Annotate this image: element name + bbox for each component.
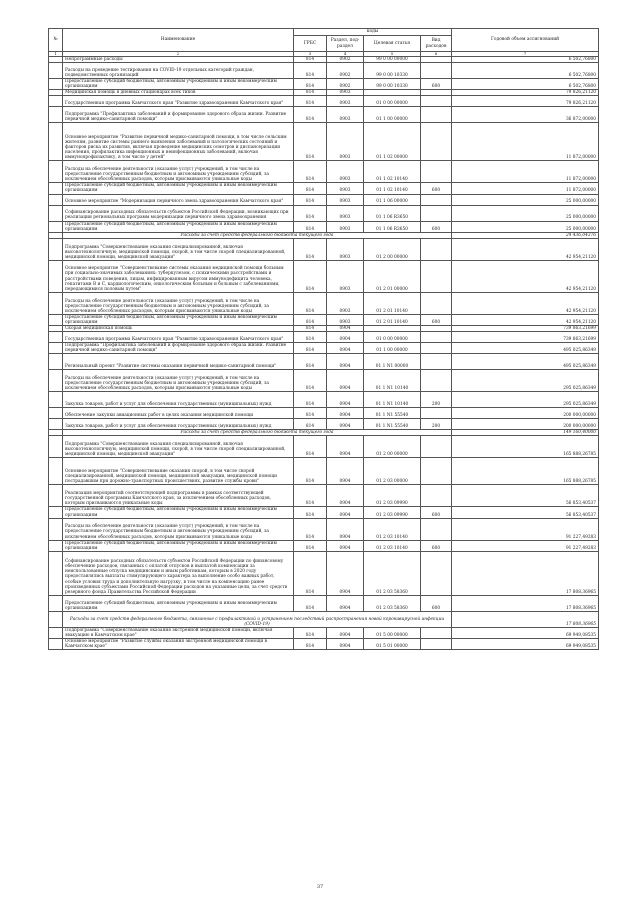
razdel-cell: 0904 [327,408,364,419]
name-cell: Софинансирование расходных обязательств субъектов Российской Федерации по финансовому обеспечению расходов, связанных с оплатой отпусков и выплатой компенсации за неиспользованные отпуска медицинским и иным работникам, которым в 2020 году предоставлялись выплаты стимулирующего характера за выполнение особо важных работ, особые условия труда и дополнительную нагрузку, в том числе на компенсацию ранее произведенных субъектами Российской Федерации расходов на указанные цели, за счет средств резервного фонда Правительства Российской Федерации [63,551,294,595]
grbs-cell: 814 [294,90,327,96]
grbs-cell: 814 [294,183,327,194]
razdel-cell: 0902 [327,63,364,79]
razdel-cell: 0902 [327,57,364,63]
vr-cell [421,343,452,354]
name-cell: Софинансирование расходных обязательств субъектов Российской Федерации, возникающих при реализации региональных программ модернизации первичного звена здравоохранения [63,205,294,221]
vr-cell: 200 [421,392,452,408]
header-num: № [49,29,63,52]
name-cell: Расходы на обеспечение деятельности (оказание услуг) учреждений, в том числе на предоставление государственным бюджетным и автономным учреждениям субсидий, за исключением обособленных расходов, которым присваиваются уникальные коды [63,518,294,540]
razdel-cell: 0903 [327,123,364,161]
name-cell: Обеспечение закупки авиационных работ в целях оказания медицинской помощи [63,408,294,419]
csr-cell: 01 2 03 58360 [364,595,421,611]
row-number-cell [49,551,63,595]
grbs-cell: 814 [294,221,327,232]
razdel-cell: 0903 [327,194,364,205]
table-row [49,354,599,370]
razdel-cell: 0904 [327,485,364,507]
amount-cell: 42 954,21120 [452,238,599,260]
csr-cell: 01 1 N1 10140 [364,392,421,408]
table-row [49,595,599,611]
name-cell: Основное мероприятие "Совершенствование оказания скорой, в том числе скорой специализированной, медицинской помощи, медицинской эвакуации, медицинской помощи пострадавшим при дорожно-транспортных происшествиях, развитие службы крови" [63,458,294,485]
name-cell: Подпрограмма "Профилактика заболеваний и формирование здорового образа жизни. Развитие первичной медико-санитарной помощи" [63,343,294,354]
name-cell: Реализация мероприятий соответствующей подпрограммы в рамках соответствующей государственной программы Камчатского края, за исключением обособленных расходов, которым присваиваются уникальные коды [63,485,294,507]
vr-cell [421,485,452,507]
razdel-cell: 0903 [327,96,364,107]
razdel-cell: 0903 [327,205,364,221]
name-cell: Предоставление субсидий бюджетным, автономным учреждениям и иным некоммерческим организациям [63,183,294,194]
csr-cell: 01 2 00 00000 [364,238,421,260]
table-row [49,507,599,518]
csr-cell: 01 1 N1 00000 [364,354,421,370]
grbs-cell: 814 [294,326,327,332]
table-row [49,419,599,430]
page-number: 37 [316,884,324,890]
amount-cell: 79 826,21120 [452,96,599,107]
razdel-cell: 0904 [327,326,364,332]
row-number-cell [49,96,63,107]
table-row [49,238,599,260]
header-grbs: ГРБС [294,36,327,52]
razdel-cell: 0902 [327,79,364,90]
table-row [49,458,599,485]
vr-cell: 600 [421,183,452,194]
table-row [49,370,599,392]
source-note-text: Расходы за счет средств федерального бюджета текущего года [63,430,452,436]
row-number-cell [49,194,63,205]
vr-cell [421,107,452,123]
amount-cell: 495 025,86349 [452,354,599,370]
grbs-cell: 814 [294,370,327,392]
row-number-cell [49,107,63,123]
grbs-cell: 814 [294,595,327,611]
razdel-cell: 0903 [327,260,364,292]
table-row [49,638,599,649]
table-row [49,123,599,161]
razdel-cell: 0904 [327,392,364,408]
vr-cell [421,161,452,183]
row-number-cell [49,238,63,260]
amount-cell: 91 227,49283 [452,540,599,551]
amount-cell: 17 808,36965 [452,611,599,627]
amount-cell: 165 888,26785 [452,436,599,458]
grbs-cell: 814 [294,332,327,343]
grbs-cell: 814 [294,485,327,507]
row-number-cell [49,540,63,551]
grbs-cell: 814 [294,419,327,430]
row-number-cell [49,183,63,194]
header-vr: Вид расходов [421,36,452,52]
grbs-cell: 814 [294,507,327,518]
razdel-cell: 0903 [327,238,364,260]
amount-cell: 25 000,00000 [452,205,599,221]
name-cell: Расходы на обеспечение деятельности (оказание услуг) учреждений, в том числе на предоставление государственным бюджетным и автономным учреждениям субсидий, за исключением обособленных расходов, которым присваиваются уникальные коды [63,370,294,392]
grbs-cell: 814 [294,96,327,107]
grbs-cell: 814 [294,161,327,183]
table-row [49,392,599,408]
amount-cell: 69 949,08535 [452,627,599,638]
name-cell: Государственная программа Камчатского края "Развитие здравоохранения Камчатского края" [63,96,294,107]
vr-cell [421,205,452,221]
csr-cell: 01 2 03 09990 [364,507,421,518]
table-row [49,205,599,221]
amount-cell: 11 872,00000 [452,183,599,194]
col-number: 4 [327,52,364,57]
table-row [49,314,599,325]
razdel-cell: 0904 [327,354,364,370]
row-number-cell [49,627,63,638]
csr-cell: 01 5 00 00000 [364,627,421,638]
csr-cell: 01 1 00 00000 [364,343,421,354]
row-number-cell [49,436,63,458]
name-cell: Предоставление субсидий бюджетным, автономным учреждениям и иным некоммерческим организациям [63,221,294,232]
table-row [49,161,599,183]
table-row [49,107,599,123]
csr-cell: 01 1 06 R3650 [364,221,421,232]
table-row [49,292,599,314]
amount-cell: 295 025,86349 [452,392,599,408]
col-number: 7 [452,52,599,57]
vr-cell: 600 [421,314,452,325]
amount-cell: 56 853,40537 [452,507,599,518]
col-number: 1 [49,52,63,57]
amount-cell: 25 000,00000 [452,221,599,232]
razdel-cell: 0904 [327,332,364,343]
grbs-cell: 814 [294,627,327,638]
header-codes: коды [294,29,452,36]
vr-cell: 600 [421,221,452,232]
vr-cell [421,518,452,540]
name-cell: Подпрограмма "Совершенствование оказания специализированной, включая высокотехнологичную, медицинской помощи, скорой, в том числе скорой специализированной, медицинской помощи, медицинской эвакуации" [63,436,294,458]
csr-cell: 01 1 02 00000 [364,123,421,161]
table-body [49,57,599,650]
source-note-text: Расходы за счет средств федерального бюджета текущего года [63,232,452,238]
amount-cell: 295 025,86349 [452,370,599,392]
budget-document-page [48,28,598,650]
vr-cell [421,292,452,314]
razdel-cell: 0904 [327,638,364,649]
row-number-cell [49,221,63,232]
table-row [49,260,599,292]
header-csr: Целевая статья [364,36,421,52]
name-cell: Предоставление субсидий бюджетным, автономным учреждениям и иным некоммерческим организациям [63,314,294,325]
row-number-cell [49,419,63,430]
table-row [49,194,599,205]
amount-cell: 200 000,00000 [452,419,599,430]
razdel-cell: 0904 [327,343,364,354]
razdel-cell: 0903 [327,221,364,232]
grbs-cell: 814 [294,123,327,161]
grbs-cell: 814 [294,518,327,540]
razdel-cell: 0903 [327,90,364,96]
vr-cell [421,238,452,260]
name-cell: Основное мероприятие "Модернизация первичного звена здравоохранения Камчатского края" [63,194,294,205]
amount-cell: 91 227,49283 [452,518,599,540]
vr-cell [421,123,452,161]
razdel-cell: 0903 [327,314,364,325]
csr-cell: 01 2 00 00000 [364,436,421,458]
row-number-cell [49,343,63,354]
grbs-cell: 814 [294,63,327,79]
name-cell: Расходы на проведение тестирования на COVID-19 отдельных категорий граждан, подведомственных организаций [63,63,294,79]
razdel-cell: 0904 [327,419,364,430]
vr-cell [421,408,452,419]
razdel-cell: 0903 [327,107,364,123]
grbs-cell: 814 [294,79,327,90]
vr-cell [421,63,452,79]
col-number: 2 [63,52,294,57]
table-row [49,183,599,194]
razdel-cell: 0904 [327,627,364,638]
grbs-cell: 814 [294,638,327,649]
csr-cell: 01 5 01 00000 [364,638,421,649]
amount-cell: 69 949,08535 [452,638,599,649]
vr-cell [421,370,452,392]
grbs-cell: 814 [294,551,327,595]
vr-cell [421,96,452,107]
vr-cell [421,436,452,458]
row-number-cell [49,260,63,292]
grbs-cell: 814 [294,436,327,458]
amount-cell: 495 025,86349 [452,343,599,354]
vr-cell [421,551,452,595]
csr-cell: 01 1 00 00000 [364,107,421,123]
amount-cell: 42 954,21120 [452,292,599,314]
csr-cell: 01 1 06 R3650 [364,205,421,221]
csr-cell: 01 0 00 00000 [364,332,421,343]
grbs-cell: 814 [294,107,327,123]
row-number-cell [49,392,63,408]
grbs-cell: 814 [294,194,327,205]
budget-table [48,28,599,650]
row-number-cell [49,63,63,79]
csr-cell: 01 1 N1 55540 [364,408,421,419]
row-number-cell [49,595,63,611]
amount-cell: 6 502,76800 [452,79,599,90]
csr-cell: 01 2 03 10140 [364,518,421,540]
razdel-cell: 0904 [327,507,364,518]
amount-cell: 17 808,36965 [452,551,599,595]
amount-cell: 739 863,21699 [452,326,599,332]
amount-cell: 25 000,00000 [452,194,599,205]
grbs-cell: 814 [294,354,327,370]
grbs-cell: 814 [294,314,327,325]
name-cell: Подпрограмма "Совершенствование оказания специализированной, включая высокотехнологичную, медицинской помощи, скорой, в том числе скорой специализированной, медицинской помощи, медицинской эвакуации" [63,238,294,260]
csr-cell: 01 1 N1 10140 [364,370,421,392]
csr-cell: 01 2 03 10140 [364,540,421,551]
row-number-cell [49,518,63,540]
amount-cell: 739 863,21699 [452,332,599,343]
amount-cell: 42 954,21120 [452,260,599,292]
name-cell: Медицинская помощь в дневных стационарах всех типов [63,90,294,96]
grbs-cell: 814 [294,238,327,260]
row-number-cell [49,79,63,90]
row-number-cell [49,292,63,314]
vr-cell [421,458,452,485]
name-cell: Закупка товаров, работ и услуг для обеспечения государственных (муниципальных) нужд [63,419,294,430]
row-number-cell [49,507,63,518]
vr-cell [421,627,452,638]
csr-cell: 01 1 N1 55540 [364,419,421,430]
amount-cell: 200 000,00000 [452,408,599,419]
razdel-cell: 0903 [327,183,364,194]
row-number-cell [49,611,63,627]
header-sum: Годовой объем ассигнований [452,29,599,52]
row-number-cell [49,123,63,161]
name-cell: Предоставление субсидий бюджетным, автономным учреждениям и иным некоммерческим организациям [63,595,294,611]
source-note-text: Расходы за счет средств федерального бюджета, связанные с профилактикой и устранением последствий распространения новой коронавирусной инфекции (COVID-19) [63,611,452,627]
table-row [49,485,599,507]
name-cell: Региональный проект "Развитие системы оказания первичной медико-санитарной помощи" [63,354,294,370]
razdel-cell: 0904 [327,595,364,611]
csr-cell: 01 2 01 10140 [364,292,421,314]
razdel-cell: 0904 [327,551,364,595]
amount-cell: 6 502,76800 [452,63,599,79]
name-cell: Основное мероприятие "Развитие службы оказания экстренной медицинской помощи в Камчатском крае" [63,638,294,649]
row-number-cell [49,161,63,183]
row-number-cell [49,485,63,507]
csr-cell: 99 0 00 10330 [364,79,421,90]
grbs-cell: 814 [294,57,327,63]
row-number-cell [49,370,63,392]
header-razdel: Раздел, под-раздел [327,36,364,52]
amount-cell: 165 888,26785 [452,458,599,485]
col-number: 5 [364,52,421,57]
grbs-cell: 814 [294,408,327,419]
table-row [49,540,599,551]
vr-cell: 600 [421,79,452,90]
razdel-cell: 0904 [327,458,364,485]
csr-cell: 01 2 01 10140 [364,314,421,325]
csr-cell: 99 0 00 10330 [364,63,421,79]
vr-cell: 600 [421,595,452,611]
header-name: Наименование [63,29,294,52]
table-row [49,408,599,419]
amount-cell: 24 436,04376 [452,232,599,238]
csr-cell: 01 2 03 09990 [364,485,421,507]
csr-cell: 01 1 02 10140 [364,183,421,194]
grbs-cell: 814 [294,392,327,408]
vr-cell [421,354,452,370]
amount-cell: 11 872,00000 [452,123,599,161]
amount-cell: 42 954,21120 [452,314,599,325]
razdel-cell: 0904 [327,518,364,540]
csr-cell: 01 1 02 10140 [364,161,421,183]
grbs-cell: 814 [294,458,327,485]
name-cell: Основное мероприятие "Развитие первичной медико-санитарной помощи, в том числе сельским жителям, развитие системы раннего выявления заболеваний и патологических состояний и факторов риска их развития, включая проведение медицинских осмотров и диспансеризации населения, профилактика инфекционных и неинфекционных заболеваний, включая иммунопрофилактику, в том числе у детей" [63,123,294,161]
name-cell: Подпрограмма "Совершенствование оказания экстренной медицинской помощи, включая эвакуацию в Камчатском крае" [63,627,294,638]
row-number-cell [49,408,63,419]
vr-cell [421,332,452,343]
amount-cell: 6 502,76800 [452,57,599,63]
table-row [49,627,599,638]
table-row [49,79,599,90]
amount-cell: 149 160,40000 [452,430,599,436]
table-header-row [49,29,599,36]
csr-cell: 01 2 03 00000 [364,458,421,485]
row-number-cell [49,205,63,221]
name-cell: Предоставление субсидий бюджетным, автономным учреждениям и иным некоммерческим организациям [63,507,294,518]
col-number: 6 [421,52,452,57]
table-row [49,518,599,540]
name-cell: Государственная программа Камчатского края "Развитие здравоохранения Камчатского края" [63,332,294,343]
razdel-cell: 0904 [327,436,364,458]
razdel-cell: 0904 [327,370,364,392]
name-cell: Подпрограмма "Профилактика заболеваний и формирование здорового образа жизни. Развитие первичной медико-санитарной помощи" [63,107,294,123]
name-cell: Скорая медицинская помощь [63,326,294,332]
amount-cell: 79 826,21120 [452,90,599,96]
name-cell: Предоставление субсидий бюджетным, автономным учреждениям и иным некоммерческим организациям [63,79,294,90]
name-cell: Непрограммные расходы [63,57,294,63]
grbs-cell: 814 [294,343,327,354]
csr-cell: 99 0 00 00000 [364,57,421,63]
amount-cell: 36 872,00000 [452,107,599,123]
table-row [49,436,599,458]
grbs-cell: 814 [294,540,327,551]
row-number-cell [49,332,63,343]
csr-cell: 01 2 01 00000 [364,260,421,292]
vr-cell: 200 [421,419,452,430]
amount-cell: 11 872,00000 [452,161,599,183]
grbs-cell: 814 [294,205,327,221]
name-cell: Основное мероприятие "Совершенствование системы оказания медицинской помощи больным при социально-значимых заболеваниях: туберкулезом, с психическими расстройствами и расстройствами поведения, лицам, инфицированным вирусом иммунодефицита человека, гепатитами B и C, кардиологическим, онкологическим больным и больным с заболеваниями, передающимися половым путем" [63,260,294,292]
razdel-cell: 0903 [327,161,364,183]
vr-cell: 600 [421,507,452,518]
row-number-cell [49,314,63,325]
csr-cell: 01 2 03 58360 [364,551,421,595]
csr-cell: 01 1 06 00000 [364,194,421,205]
name-cell: Расходы на обеспечение деятельности (оказание услуг) учреждений, в том числе на предоставление государственным бюджетным и автономным учреждениям субсидий, за исключением обособленных расходов, которым присваиваются уникальные коды [63,161,294,183]
table-row [49,96,599,107]
vr-cell: 600 [421,540,452,551]
table-row [49,343,599,354]
row-number-cell [49,638,63,649]
vr-cell [421,260,452,292]
amount-cell: 56 853,40537 [452,485,599,507]
vr-cell [421,638,452,649]
amount-cell: 17 808,36965 [452,595,599,611]
name-cell: Предоставление субсидий бюджетным, автономным учреждениям и иным некоммерческим организациям [63,540,294,551]
col-number: 3 [294,52,327,57]
source-note-row [49,611,599,627]
csr-cell: 01 0 00 00000 [364,96,421,107]
grbs-cell: 814 [294,260,327,292]
table-row [49,332,599,343]
name-cell: Закупка товаров, работ и услуг для обеспечения государственных (муниципальных) нужд [63,392,294,408]
table-row [49,63,599,79]
table-row [49,221,599,232]
name-cell: Расходы на обеспечение деятельности (оказание услуг) учреждений, в том числе на предоставление государственным бюджетным и автономным учреждениям субсидий, за исключением обособленных расходов, которым присваиваются уникальные коды [63,292,294,314]
row-number-cell [49,458,63,485]
row-number-cell [49,354,63,370]
table-row [49,551,599,595]
razdel-cell: 0903 [327,292,364,314]
razdel-cell: 0904 [327,540,364,551]
grbs-cell: 814 [294,292,327,314]
vr-cell [421,194,452,205]
